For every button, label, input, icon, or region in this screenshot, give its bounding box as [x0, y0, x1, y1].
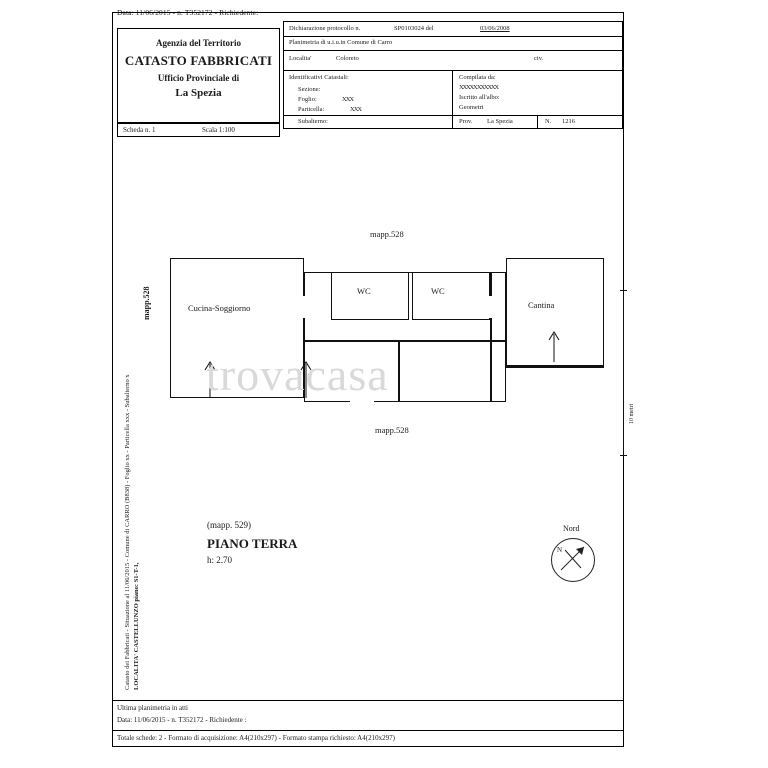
- floor-caption: [207, 520, 297, 565]
- window-symbol-3: [540, 330, 564, 364]
- dichiarazione-date: 03/06/2008: [480, 25, 510, 32]
- north-rose: [551, 538, 595, 582]
- top-meta-text: Data: 11/06/2015 - n. T352172 - Richiedente:: [117, 8, 259, 17]
- side-text-line-1: Catasto dei Fabbricati - Situazione al 11/06/2015 - Comune di CARRO (B838) - Foglio xx - Particella xxx - Subalterno x: [124, 374, 131, 690]
- watermark: trovacasa: [206, 349, 389, 400]
- wall-segment-horizontal-1: [304, 340, 506, 342]
- compilata-label: Compilata da:: [459, 74, 496, 81]
- north-label: Nord: [563, 524, 580, 533]
- wall-segment-vertical-2: [398, 340, 400, 402]
- hdr-vsep-2: [537, 115, 538, 129]
- localita-label: Localita': [289, 55, 312, 62]
- n-value: 1216: [562, 118, 575, 125]
- particella-label: Particella:: [298, 106, 325, 113]
- footer-line-3: Totale schede: 2 - Formato di acquisizione: A4(210x297) - Formato stampa richiesto: A4(210x297): [117, 734, 395, 742]
- dichiarazione-number: SP0103024 del: [394, 25, 434, 32]
- civ-label: civ.: [534, 55, 544, 62]
- foglio-label: Foglio:: [298, 96, 317, 103]
- wall-segment-vertical-1: [490, 272, 492, 402]
- planimetria-text: Planimetria di u.i.u.in Comune di Carro: [289, 39, 393, 46]
- label-mapp-top: mapp.528: [370, 229, 404, 239]
- scale-tick-top: [620, 290, 627, 291]
- particella-value: XXX: [350, 106, 362, 113]
- side-text-line-2: LOCALITA' CASTELLUNZO piano: S1-T-1,: [133, 562, 140, 690]
- footer-sep-2: [112, 730, 624, 731]
- localita-value: Coloreto: [336, 55, 359, 62]
- prov-value: La Spezia: [487, 118, 513, 125]
- label-mapp-bottom: mapp.528: [375, 425, 409, 435]
- catasto-title: CATASTO FABBRICATI: [124, 53, 273, 68]
- hdr-sep-3: [284, 70, 622, 71]
- catastal-header-box: [283, 21, 623, 129]
- wall-segment-horizontal-2: [506, 366, 604, 368]
- agency-name: Agenzia del Territorio: [156, 38, 241, 48]
- floor-title: PIANO TERRA: [207, 536, 298, 551]
- sezione-label: Sezione:: [298, 86, 321, 93]
- scheda-box: [117, 123, 280, 137]
- office-label: Ufficio Provinciale di: [157, 73, 240, 83]
- agency-header-box: [117, 28, 280, 123]
- scale-tick-bottom: [620, 455, 627, 456]
- door-opening-2: [488, 296, 493, 318]
- svg-text:N: N: [557, 546, 563, 554]
- scheda-number: Scheda n. 1: [123, 126, 156, 134]
- subalterno-label: Subalterno:: [298, 118, 328, 125]
- label-cucina-soggiorno: Cucina-Soggiorno: [188, 303, 251, 313]
- hdr-sep-1: [284, 36, 622, 37]
- compilata-value: XXXXX XXXXXX: [459, 84, 498, 91]
- foglio-value: XXX: [342, 96, 354, 103]
- scale-label: 10 metri: [629, 403, 635, 424]
- footer-line-2: Data: 11/06/2015 - n. T352172 - Richiedente :: [117, 716, 247, 724]
- scale-bar: [623, 290, 624, 455]
- room-wc-right: [412, 272, 490, 320]
- mapp-unit-number: (mapp. 529): [207, 520, 251, 530]
- footer-sep-1: [112, 700, 624, 701]
- label-wc-right: WC: [431, 286, 445, 296]
- n-label: N.: [545, 118, 552, 125]
- label-mapp-left-vertical: mapp.528: [142, 286, 151, 320]
- dichiarazione-label: Dichiarazione protocollo n.: [289, 25, 361, 32]
- compass-icon: [551, 538, 593, 580]
- identificativi-title: Identificativi Catastali:: [289, 74, 349, 81]
- hdr-vsep: [452, 70, 453, 129]
- door-opening-4: [420, 344, 448, 349]
- floor-height: h: 2.70: [207, 555, 233, 565]
- iscritto-label: Iscritto all'albo:: [459, 94, 500, 101]
- label-wc-left: WC: [357, 286, 371, 296]
- scala-value: Scala 1:100: [202, 126, 235, 134]
- door-opening-1: [302, 296, 307, 318]
- footer-line-1: Ultima planimetria in atti: [117, 704, 188, 712]
- hdr-sep-4: [284, 115, 622, 116]
- hdr-sep-2: [284, 50, 622, 51]
- iscritto-value: Geometri: [459, 104, 484, 111]
- label-cantina: Cantina: [528, 300, 555, 310]
- office-city: La Spezia: [175, 87, 222, 99]
- prov-label: Prov.: [459, 118, 473, 125]
- room-wc-left: [331, 272, 409, 320]
